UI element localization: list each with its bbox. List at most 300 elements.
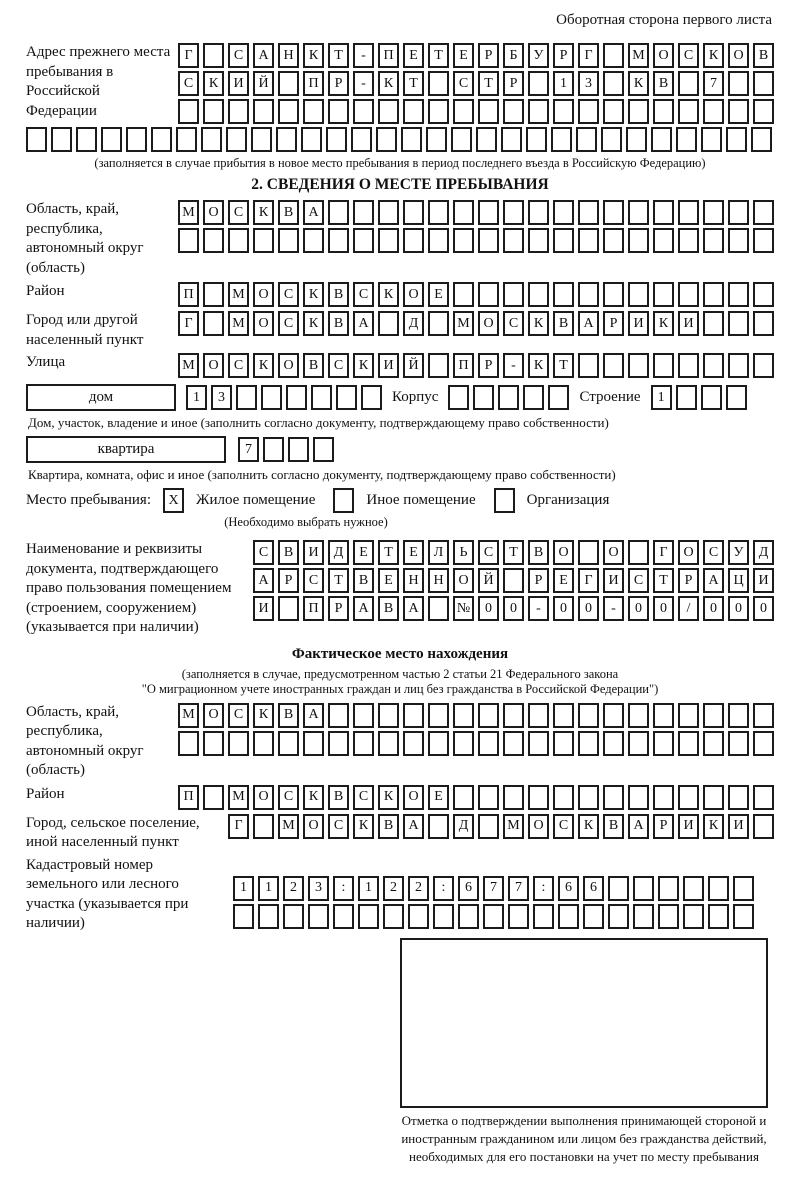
char-box[interactable] — [253, 731, 274, 756]
char-box[interactable] — [313, 437, 334, 462]
char-box[interactable]: Р — [278, 568, 299, 593]
char-box[interactable] — [203, 311, 224, 336]
char-box[interactable] — [608, 876, 629, 901]
char-box[interactable]: Г — [653, 540, 674, 565]
char-box[interactable] — [678, 200, 699, 225]
char-box[interactable]: Н — [278, 43, 299, 68]
char-box[interactable] — [753, 814, 774, 839]
char-box[interactable] — [51, 127, 72, 152]
char-box[interactable]: С — [303, 568, 324, 593]
char-box[interactable] — [261, 385, 282, 410]
char-box[interactable] — [361, 385, 382, 410]
char-box[interactable]: Е — [353, 540, 374, 565]
char-box[interactable] — [508, 904, 529, 929]
char-box[interactable] — [578, 703, 599, 728]
char-box[interactable]: А — [253, 43, 274, 68]
char-box[interactable] — [308, 904, 329, 929]
char-box[interactable] — [203, 282, 224, 307]
char-box[interactable]: К — [703, 43, 724, 68]
char-box[interactable]: О — [303, 814, 324, 839]
char-box[interactable] — [503, 228, 524, 253]
char-box[interactable]: Г — [578, 568, 599, 593]
char-box[interactable] — [528, 228, 549, 253]
char-box[interactable] — [283, 904, 304, 929]
char-box[interactable] — [726, 385, 747, 410]
char-box[interactable]: М — [228, 282, 249, 307]
char-box[interactable] — [628, 99, 649, 124]
char-box[interactable] — [378, 99, 399, 124]
char-box[interactable] — [478, 228, 499, 253]
char-box[interactable]: Н — [403, 568, 424, 593]
char-box[interactable]: У — [728, 540, 749, 565]
char-box[interactable]: К — [303, 282, 324, 307]
char-box[interactable] — [528, 703, 549, 728]
char-box[interactable] — [478, 785, 499, 810]
char-box[interactable] — [553, 282, 574, 307]
char-box[interactable] — [453, 785, 474, 810]
char-box[interactable] — [408, 904, 429, 929]
char-box[interactable] — [578, 200, 599, 225]
char-box[interactable]: К — [303, 311, 324, 336]
char-box[interactable]: 0 — [503, 596, 524, 621]
char-box[interactable] — [376, 127, 397, 152]
char-box[interactable]: С — [228, 703, 249, 728]
char-box[interactable]: / — [678, 596, 699, 621]
char-box[interactable] — [258, 904, 279, 929]
char-box[interactable] — [548, 385, 569, 410]
char-box[interactable] — [603, 228, 624, 253]
char-box[interactable] — [458, 904, 479, 929]
char-box[interactable] — [378, 703, 399, 728]
char-box[interactable] — [476, 127, 497, 152]
char-box[interactable] — [728, 71, 749, 96]
char-box[interactable]: К — [253, 703, 274, 728]
char-box[interactable] — [553, 785, 574, 810]
char-box[interactable] — [253, 99, 274, 124]
char-box[interactable] — [453, 731, 474, 756]
char-box[interactable] — [428, 814, 449, 839]
char-box[interactable] — [428, 311, 449, 336]
char-box[interactable]: В — [378, 596, 399, 621]
char-box[interactable] — [753, 785, 774, 810]
char-box[interactable]: Т — [553, 353, 574, 378]
char-box[interactable] — [703, 353, 724, 378]
char-box[interactable] — [578, 540, 599, 565]
char-box[interactable] — [633, 876, 654, 901]
char-box[interactable] — [753, 228, 774, 253]
char-box[interactable]: Д — [753, 540, 774, 565]
char-box[interactable] — [226, 127, 247, 152]
char-box[interactable] — [628, 540, 649, 565]
char-box[interactable]: О — [728, 43, 749, 68]
char-box[interactable]: Д — [403, 311, 424, 336]
char-box[interactable]: Г — [578, 43, 599, 68]
char-box[interactable]: 0 — [753, 596, 774, 621]
char-box[interactable] — [501, 127, 522, 152]
char-box[interactable]: К — [353, 353, 374, 378]
char-box[interactable] — [553, 99, 574, 124]
char-box[interactable] — [728, 353, 749, 378]
char-box[interactable]: - — [528, 596, 549, 621]
char-box[interactable] — [578, 785, 599, 810]
char-box[interactable] — [703, 99, 724, 124]
char-box[interactable]: В — [653, 71, 674, 96]
char-box[interactable]: Н — [428, 568, 449, 593]
char-box[interactable]: Л — [428, 540, 449, 565]
char-box[interactable]: А — [353, 596, 374, 621]
char-box[interactable] — [553, 731, 574, 756]
char-box[interactable] — [378, 311, 399, 336]
char-box[interactable]: О — [278, 353, 299, 378]
char-box[interactable]: Е — [553, 568, 574, 593]
char-box[interactable]: М — [228, 311, 249, 336]
char-box[interactable]: К — [653, 311, 674, 336]
char-box[interactable] — [233, 904, 254, 929]
char-box[interactable]: О — [203, 200, 224, 225]
char-box[interactable] — [253, 814, 274, 839]
char-box[interactable]: К — [378, 71, 399, 96]
char-box[interactable]: 7 — [508, 876, 529, 901]
char-box[interactable]: 0 — [478, 596, 499, 621]
char-box[interactable]: О — [478, 311, 499, 336]
char-box[interactable] — [203, 99, 224, 124]
char-box[interactable]: М — [628, 43, 649, 68]
char-box[interactable]: С — [253, 540, 274, 565]
char-box[interactable] — [303, 228, 324, 253]
char-box[interactable] — [503, 200, 524, 225]
char-box[interactable] — [603, 71, 624, 96]
char-box[interactable] — [428, 228, 449, 253]
char-box[interactable]: 2 — [283, 876, 304, 901]
char-box[interactable] — [753, 703, 774, 728]
char-box[interactable]: Т — [478, 71, 499, 96]
char-box[interactable] — [753, 731, 774, 756]
stay-type-residential-checkbox[interactable]: X — [163, 488, 184, 513]
char-box[interactable]: : — [433, 876, 454, 901]
char-box[interactable]: Р — [653, 814, 674, 839]
char-box[interactable]: К — [203, 71, 224, 96]
char-box[interactable]: И — [253, 596, 274, 621]
char-box[interactable] — [578, 228, 599, 253]
char-box[interactable]: П — [303, 71, 324, 96]
char-box[interactable]: К — [253, 353, 274, 378]
char-box[interactable]: О — [653, 43, 674, 68]
char-box[interactable] — [203, 785, 224, 810]
char-box[interactable] — [653, 282, 674, 307]
char-box[interactable] — [328, 99, 349, 124]
char-box[interactable] — [553, 703, 574, 728]
char-box[interactable] — [603, 353, 624, 378]
char-box[interactable] — [483, 904, 504, 929]
char-box[interactable] — [703, 731, 724, 756]
char-box[interactable] — [601, 127, 622, 152]
char-box[interactable]: 3 — [578, 71, 599, 96]
char-box[interactable]: И — [728, 814, 749, 839]
char-box[interactable] — [678, 703, 699, 728]
char-box[interactable] — [708, 904, 729, 929]
char-box[interactable] — [403, 703, 424, 728]
char-box[interactable] — [451, 127, 472, 152]
char-box[interactable]: М — [228, 785, 249, 810]
char-box[interactable] — [353, 99, 374, 124]
char-box[interactable]: 1 — [186, 385, 207, 410]
char-box[interactable]: : — [333, 876, 354, 901]
char-box[interactable]: К — [253, 200, 274, 225]
char-box[interactable]: О — [678, 540, 699, 565]
char-box[interactable] — [651, 127, 672, 152]
char-box[interactable] — [701, 385, 722, 410]
stay-type-organization-checkbox[interactable] — [494, 488, 515, 513]
char-box[interactable] — [228, 731, 249, 756]
char-box[interactable]: В — [753, 43, 774, 68]
char-box[interactable] — [603, 43, 624, 68]
char-box[interactable] — [311, 385, 332, 410]
char-box[interactable] — [628, 353, 649, 378]
char-box[interactable]: Г — [178, 43, 199, 68]
char-box[interactable]: С — [503, 311, 524, 336]
char-box[interactable]: К — [528, 353, 549, 378]
char-box[interactable] — [236, 385, 257, 410]
char-box[interactable] — [26, 127, 47, 152]
char-box[interactable]: О — [453, 568, 474, 593]
char-box[interactable] — [628, 282, 649, 307]
char-box[interactable]: - — [603, 596, 624, 621]
char-box[interactable]: К — [303, 43, 324, 68]
char-box[interactable] — [603, 200, 624, 225]
char-box[interactable]: Й — [403, 353, 424, 378]
char-box[interactable] — [286, 385, 307, 410]
char-box[interactable] — [336, 385, 357, 410]
char-box[interactable]: Е — [403, 43, 424, 68]
char-box[interactable] — [151, 127, 172, 152]
char-box[interactable] — [176, 127, 197, 152]
char-box[interactable] — [676, 127, 697, 152]
char-box[interactable]: О — [553, 540, 574, 565]
char-box[interactable]: А — [703, 568, 724, 593]
char-box[interactable] — [653, 228, 674, 253]
char-box[interactable] — [528, 731, 549, 756]
char-box[interactable]: Е — [403, 540, 424, 565]
char-box[interactable] — [626, 127, 647, 152]
char-box[interactable] — [728, 200, 749, 225]
char-box[interactable]: В — [528, 540, 549, 565]
char-box[interactable] — [526, 127, 547, 152]
char-box[interactable]: : — [533, 876, 554, 901]
char-box[interactable]: И — [228, 71, 249, 96]
char-box[interactable]: О — [203, 353, 224, 378]
char-box[interactable] — [453, 282, 474, 307]
char-box[interactable]: Р — [528, 568, 549, 593]
char-box[interactable] — [263, 437, 284, 462]
char-box[interactable] — [703, 200, 724, 225]
char-box[interactable] — [528, 200, 549, 225]
char-box[interactable] — [478, 731, 499, 756]
char-box[interactable] — [678, 71, 699, 96]
char-box[interactable] — [76, 127, 97, 152]
char-box[interactable] — [333, 904, 354, 929]
char-box[interactable] — [326, 127, 347, 152]
char-box[interactable]: К — [303, 785, 324, 810]
char-box[interactable]: О — [403, 785, 424, 810]
char-box[interactable]: О — [253, 282, 274, 307]
char-box[interactable] — [678, 731, 699, 756]
char-box[interactable]: Р — [328, 71, 349, 96]
char-box[interactable]: С — [278, 311, 299, 336]
char-box[interactable] — [403, 200, 424, 225]
char-box[interactable] — [578, 731, 599, 756]
char-box[interactable] — [101, 127, 122, 152]
char-box[interactable] — [558, 904, 579, 929]
char-box[interactable] — [703, 311, 724, 336]
char-box[interactable]: А — [353, 311, 374, 336]
char-box[interactable] — [383, 904, 404, 929]
char-box[interactable] — [428, 703, 449, 728]
char-box[interactable] — [683, 876, 704, 901]
char-box[interactable] — [753, 311, 774, 336]
char-box[interactable] — [503, 785, 524, 810]
char-box[interactable] — [628, 785, 649, 810]
char-box[interactable] — [178, 731, 199, 756]
char-box[interactable]: Р — [553, 43, 574, 68]
char-box[interactable] — [603, 703, 624, 728]
char-box[interactable] — [653, 703, 674, 728]
char-box[interactable] — [753, 353, 774, 378]
char-box[interactable]: О — [528, 814, 549, 839]
char-box[interactable] — [653, 785, 674, 810]
char-box[interactable]: К — [578, 814, 599, 839]
char-box[interactable]: Р — [478, 43, 499, 68]
char-box[interactable] — [701, 127, 722, 152]
char-box[interactable] — [678, 99, 699, 124]
char-box[interactable] — [453, 703, 474, 728]
char-box[interactable] — [703, 703, 724, 728]
char-box[interactable] — [403, 731, 424, 756]
char-box[interactable]: К — [703, 814, 724, 839]
char-box[interactable] — [358, 904, 379, 929]
char-box[interactable] — [378, 228, 399, 253]
char-box[interactable]: М — [178, 200, 199, 225]
char-box[interactable]: И — [603, 568, 624, 593]
char-box[interactable]: Р — [503, 71, 524, 96]
char-box[interactable]: Т — [503, 540, 524, 565]
char-box[interactable]: А — [403, 596, 424, 621]
char-box[interactable] — [728, 731, 749, 756]
char-box[interactable]: Т — [428, 43, 449, 68]
char-box[interactable] — [678, 228, 699, 253]
char-box[interactable]: - — [503, 353, 524, 378]
char-box[interactable]: А — [253, 568, 274, 593]
char-box[interactable] — [528, 71, 549, 96]
char-box[interactable] — [278, 228, 299, 253]
char-box[interactable] — [751, 127, 772, 152]
char-box[interactable]: В — [603, 814, 624, 839]
char-box[interactable] — [473, 385, 494, 410]
char-box[interactable] — [553, 200, 574, 225]
char-box[interactable] — [453, 200, 474, 225]
char-box[interactable] — [203, 228, 224, 253]
char-box[interactable]: С — [328, 814, 349, 839]
char-box[interactable]: Р — [328, 596, 349, 621]
char-box[interactable] — [533, 904, 554, 929]
char-box[interactable]: И — [628, 311, 649, 336]
char-box[interactable]: Т — [378, 540, 399, 565]
char-box[interactable] — [753, 282, 774, 307]
char-box[interactable] — [353, 703, 374, 728]
char-box[interactable] — [753, 200, 774, 225]
char-box[interactable] — [603, 99, 624, 124]
char-box[interactable] — [726, 127, 747, 152]
char-box[interactable]: Ц — [728, 568, 749, 593]
char-box[interactable] — [728, 99, 749, 124]
char-box[interactable]: Е — [453, 43, 474, 68]
char-box[interactable]: У — [528, 43, 549, 68]
char-box[interactable] — [328, 200, 349, 225]
char-box[interactable] — [278, 71, 299, 96]
char-box[interactable] — [276, 127, 297, 152]
char-box[interactable]: - — [353, 71, 374, 96]
char-box[interactable]: В — [353, 568, 374, 593]
char-box[interactable]: В — [328, 785, 349, 810]
char-box[interactable]: И — [678, 311, 699, 336]
char-box[interactable]: М — [178, 353, 199, 378]
char-box[interactable]: Й — [253, 71, 274, 96]
char-box[interactable] — [678, 353, 699, 378]
char-box[interactable]: П — [378, 43, 399, 68]
char-box[interactable] — [251, 127, 272, 152]
char-box[interactable] — [428, 353, 449, 378]
char-box[interactable] — [353, 228, 374, 253]
char-box[interactable] — [428, 731, 449, 756]
char-box[interactable] — [603, 282, 624, 307]
char-box[interactable]: 1 — [651, 385, 672, 410]
char-box[interactable] — [728, 703, 749, 728]
char-box[interactable] — [351, 127, 372, 152]
char-box[interactable]: - — [353, 43, 374, 68]
char-box[interactable] — [378, 200, 399, 225]
char-box[interactable] — [253, 228, 274, 253]
char-box[interactable] — [658, 904, 679, 929]
char-box[interactable] — [478, 814, 499, 839]
char-box[interactable]: С — [228, 43, 249, 68]
char-box[interactable]: В — [378, 814, 399, 839]
char-box[interactable] — [676, 385, 697, 410]
char-box[interactable]: В — [278, 200, 299, 225]
char-box[interactable]: Е — [378, 568, 399, 593]
char-box[interactable]: Д — [453, 814, 474, 839]
char-box[interactable] — [728, 311, 749, 336]
char-box[interactable]: Т — [653, 568, 674, 593]
char-box[interactable] — [683, 904, 704, 929]
char-box[interactable]: 1 — [553, 71, 574, 96]
char-box[interactable] — [278, 596, 299, 621]
char-box[interactable] — [528, 785, 549, 810]
char-box[interactable]: В — [553, 311, 574, 336]
char-box[interactable] — [528, 282, 549, 307]
char-box[interactable] — [551, 127, 572, 152]
char-box[interactable]: А — [403, 814, 424, 839]
char-box[interactable]: 7 — [238, 437, 259, 462]
char-box[interactable]: 0 — [653, 596, 674, 621]
char-box[interactable]: С — [278, 282, 299, 307]
char-box[interactable] — [603, 785, 624, 810]
char-box[interactable]: Е — [428, 282, 449, 307]
char-box[interactable]: 6 — [583, 876, 604, 901]
char-box[interactable]: С — [278, 785, 299, 810]
char-box[interactable]: С — [228, 200, 249, 225]
char-box[interactable] — [178, 99, 199, 124]
char-box[interactable]: В — [278, 540, 299, 565]
char-box[interactable]: И — [678, 814, 699, 839]
